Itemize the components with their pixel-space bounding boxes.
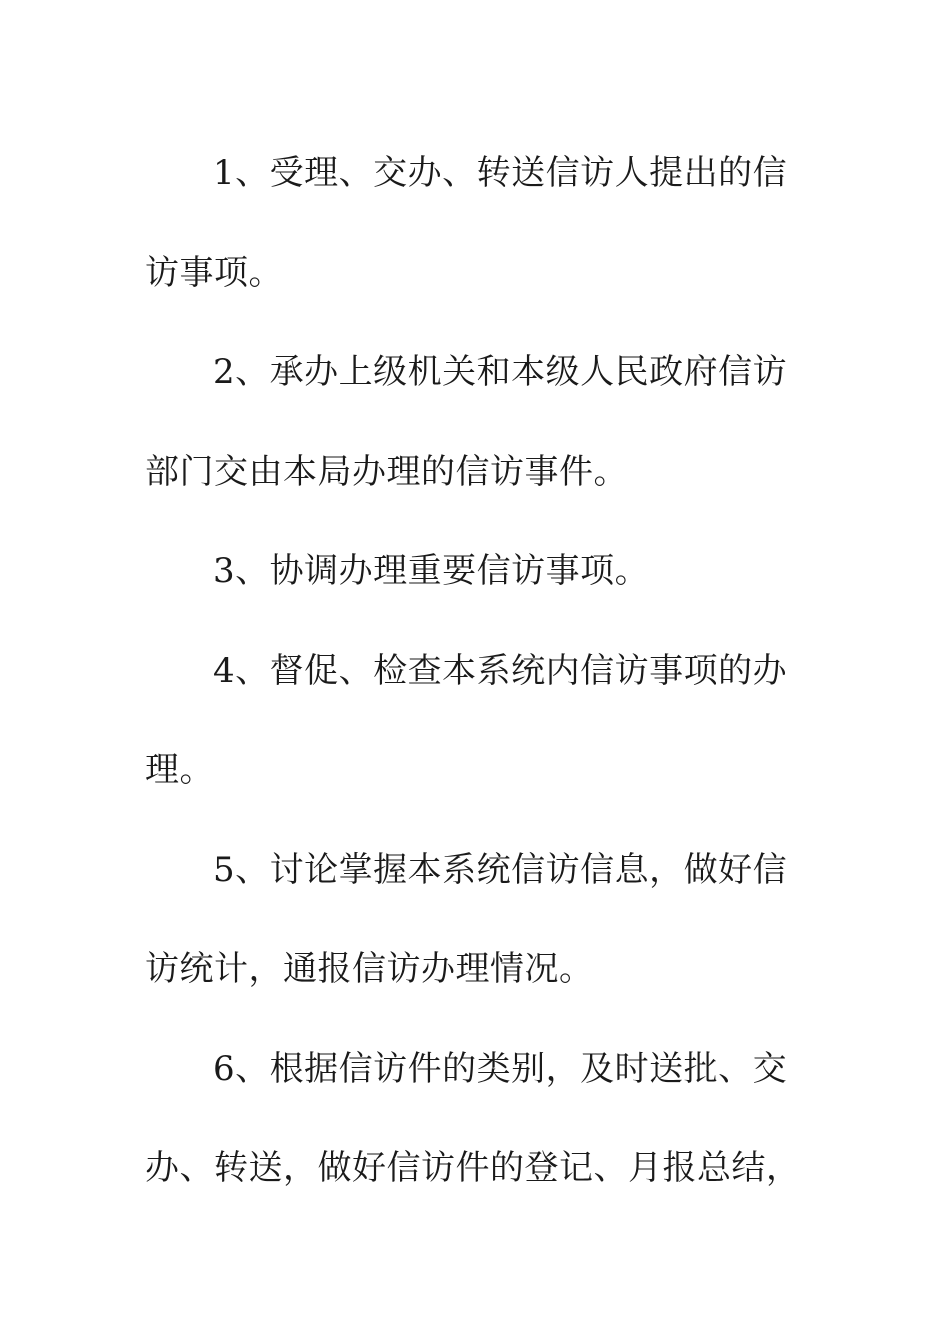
item-5-line-2: 访统计，通报信访办理情况。	[145, 949, 594, 990]
item-1-line-2: 访事项。	[145, 252, 283, 293]
item-5-line-1: 5、讨论掌握本系统信访信息，做好信	[213, 849, 788, 890]
item-4-line-2: 理。	[145, 750, 214, 791]
document-body	[145, 120, 805, 1215]
item-6-line-1: 6、根据信访件的类别，及时送批、交	[213, 1048, 788, 1089]
item-6-line-2: 办、转送，做好信访件的登记、月报总结，	[145, 1148, 801, 1189]
item-2-line-2: 部门交由本局办理的信访事件。	[145, 451, 628, 492]
item-1-line-1: 1、受理、交办、转送信访人提出的信	[213, 153, 788, 194]
item-3-line-1: 3、协调办理重要信访事项。	[213, 551, 650, 592]
item-4-line-1: 4、督促、检查本系统内信访事项的办	[213, 650, 788, 691]
item-2-line-1: 2、承办上级机关和本级人民政府信访	[213, 352, 788, 393]
